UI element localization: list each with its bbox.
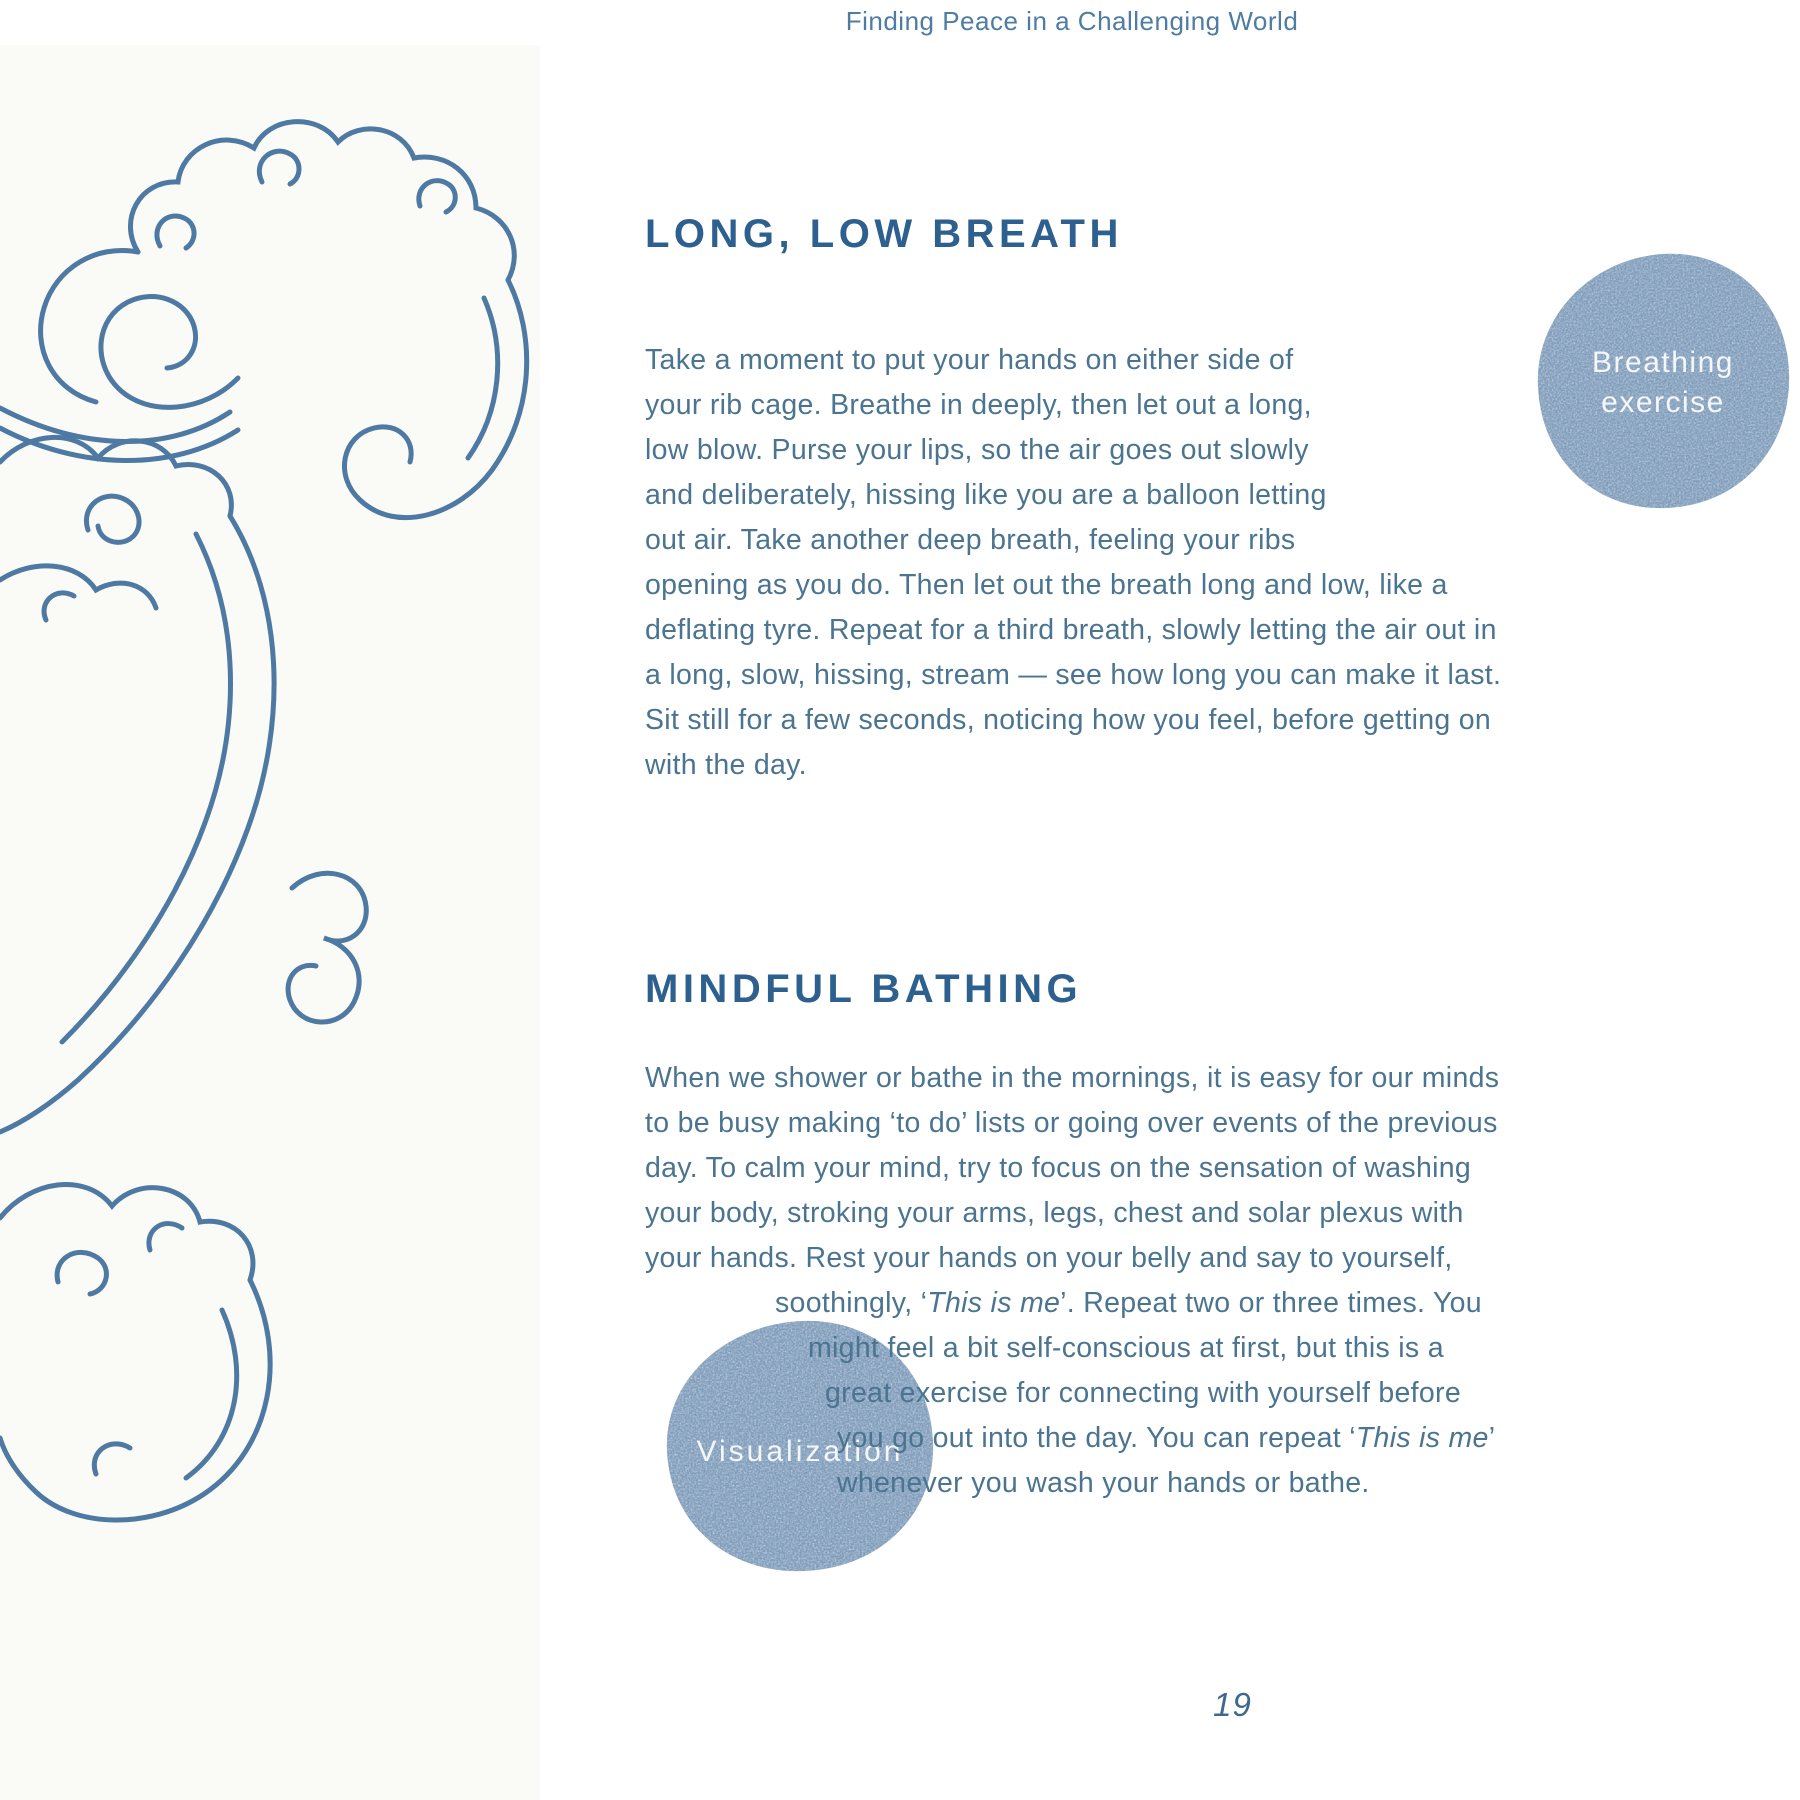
body-text-line: and deliberately, hissing like you are a balloon letting xyxy=(645,479,1327,511)
badge-label-line: Visualization xyxy=(696,1435,904,1468)
middle-cloud-tail xyxy=(0,437,366,1132)
body-text-line: low blow. Purse your lips, so the air goes out slowly xyxy=(645,434,1309,466)
page-number: 19 xyxy=(1213,1686,1252,1723)
body-text-line: day. To calm your mind, try to focus on the sensation of washing xyxy=(645,1152,1472,1184)
body-text-line: great exercise for connecting with yourself before xyxy=(825,1377,1461,1409)
body-text-line xyxy=(645,1416,1545,1461)
body-text-line: might feel a bit self-conscious at first, but this is a xyxy=(808,1332,1444,1364)
body-text-line: whenever you wash your hands or bathe. xyxy=(837,1467,1370,1499)
breathing-exercise-badge-label xyxy=(1534,343,1792,423)
body-text-line xyxy=(645,1281,1545,1326)
body-text-line: a long, slow, hissing, stream — see how long you can make it last. xyxy=(645,659,1502,691)
body-text-line: with the day. xyxy=(645,749,807,781)
text-segment: ’ xyxy=(1488,1422,1496,1454)
text-segment: soothingly, ‘ xyxy=(775,1287,928,1319)
body-text-line: opening as you do. Then let out the breath long and low, like a xyxy=(645,569,1448,601)
lower-cloud-cluster xyxy=(0,1184,270,1520)
upper-cloud-spiral xyxy=(0,122,527,518)
body-text-line: to be busy making ‘to do’ lists or going over events of the previous xyxy=(645,1107,1498,1139)
badge-label-line: Breathing xyxy=(1592,346,1734,379)
body-text-line: your hands. Rest your hands on your belly and say to yourself, xyxy=(645,1242,1453,1274)
body-text-line: your body, stroking your arms, legs, chest and solar plexus with xyxy=(645,1197,1464,1229)
text-segment: ’. Repeat two or three times. You xyxy=(1060,1287,1482,1319)
italic-phrase: This is me xyxy=(927,1287,1061,1319)
body-text-line: Sit still for a few seconds, noticing how you feel, before getting on xyxy=(645,704,1492,736)
paragraph-mindful-bathing xyxy=(645,1056,1545,1506)
body-text-line: Take a moment to put your hands on either side of xyxy=(645,344,1294,376)
section-heading-mindful-bathing: MINDFUL BATHING xyxy=(645,967,1083,1011)
badge-label-line: exercise xyxy=(1601,386,1725,419)
cloud-scroll-illustration xyxy=(0,60,540,1560)
text-segment: you go out into the day. You can repeat ‘ xyxy=(837,1422,1356,1454)
body-text-line: deflating tyre. Repeat for a third breath, slowly letting the air out in xyxy=(645,614,1497,646)
italic-phrase: This is me xyxy=(1355,1422,1489,1454)
body-text-line: your rib cage. Breathe in deeply, then let out a long, xyxy=(645,389,1312,421)
body-text-line: When we shower or bathe in the mornings, it is easy for our minds xyxy=(645,1062,1500,1094)
section-heading-long-low-breath: LONG, LOW BREATH xyxy=(645,212,1123,256)
paragraph-long-low-breath xyxy=(645,338,1545,788)
running-header: Finding Peace in a Challenging World xyxy=(845,6,1299,36)
body-text-line: out air. Take another deep breath, feeling your ribs xyxy=(645,524,1296,556)
